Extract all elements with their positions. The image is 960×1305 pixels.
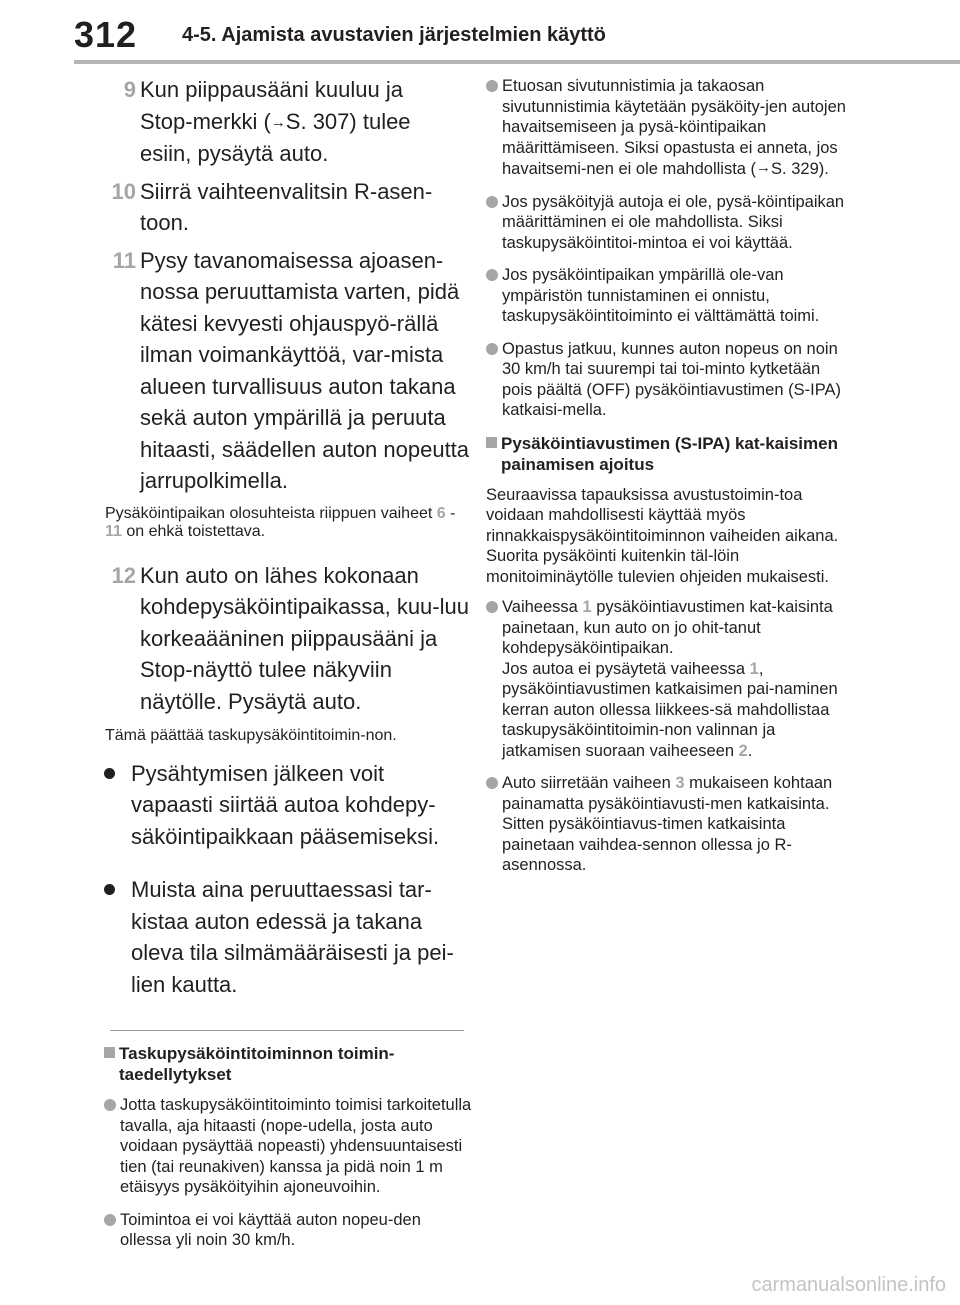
step-text: Pysy tavanomaisessa ajoasen-nossa peruuttamista varten, pidä kätesi kevyesti ohjauspyö-rällä ilman voimankäyttöä, var-mista alueen turvallisuus auton takana sekä auton ympärillä ja peruuta hitaasti, säädellen auton nopeutta jarrupolkimella. bbox=[140, 247, 470, 493]
bullet-circle-icon bbox=[486, 343, 498, 355]
step-text: Siirrä vaihteenvalitsin R-asen-toon. bbox=[140, 178, 433, 235]
bullet-dot-icon bbox=[104, 884, 115, 895]
step-text: Kun piippausääni kuuluu ja Stop-merkki (→S. 307) tulee esiin, pysäytä auto. bbox=[140, 77, 411, 166]
header-rule bbox=[74, 60, 960, 64]
step-number: 11 bbox=[112, 247, 136, 273]
left-column bbox=[105, 68, 472, 1263]
list-item: Vaiheessa 1 pysäköintiavustimen kat-kaisinta painetaan, kun auto on jo ohit-tanut kohdepysäköintipaikan. Jos autoa ei pysäytetä vaiheessa 1, pysäköintiavustimen katkaisimen pai-naminen kerran auton ollessa liikkees-sä mahdollistaa taskupysäköintitoimin-non valinnan ja jatkamisen suoraan vaiheeseen 2. bbox=[486, 597, 846, 761]
page-header bbox=[0, 0, 960, 64]
step-10 bbox=[112, 176, 472, 239]
section-heading: Taskupysäköintitoiminnon toimin-taedellytykset bbox=[104, 1043, 472, 1085]
section-heading: Pysäköintiavustimen (S-IPA) kat-kaisimen painamisen ajoitus bbox=[486, 433, 846, 475]
chapter-title: 4-5. Ajamista avustavien järjestelmien käyttö bbox=[182, 24, 606, 46]
list-item: Jos pysäköintipaikan ympärillä ole-van ympäristön tunnistaminen ei onnistu, taskupysäköintitoiminto ei välttämättä toimi. bbox=[486, 265, 846, 327]
step-12 bbox=[112, 560, 472, 718]
list-item: Muista aina peruuttaessasi tar-kistaa auton edessä ja takana oleva tila silmämääräisesti ja pei-lien kautta. bbox=[104, 874, 472, 1000]
bullet-circle-icon bbox=[486, 601, 498, 613]
section-square-icon bbox=[104, 1047, 115, 1058]
step-reference: 2 bbox=[738, 741, 748, 760]
section-square-icon bbox=[486, 437, 497, 448]
bullet-circle-icon bbox=[486, 80, 498, 92]
list-item: Etuosan sivutunnistimia ja takaosan sivutunnistimia käytetään pysäköity-jen autojen havaitsemiseen ja pysä-köintipaikan määrittämiseen. Siksi opastusta ei anneta, jos havaitsemi-nen ei ole mahdollista (→S. 329). bbox=[486, 76, 846, 180]
list-item: Jotta taskupysäköintitoiminto toimisi tarkoitetulla tavalla, aja hitaasti (nope-udella, josta auto voidaan pysäyttää nopeasti) yhdensuuntaisesti tien (tai reunakiven) kanssa ja pidä noin 1 m etäisyys pysäköityihin ajoneuvoihin. bbox=[104, 1095, 472, 1198]
bullet-circle-icon bbox=[486, 777, 498, 789]
bullet-circle-icon bbox=[486, 269, 498, 281]
bullet-circle-icon bbox=[104, 1214, 116, 1226]
step-reference: 6 bbox=[436, 504, 446, 522]
list-item: Toimintoa ei voi käyttää auton nopeu-den ollessa yli noin 30 km/h. bbox=[104, 1210, 472, 1251]
step-9 bbox=[112, 74, 472, 170]
step-reference: 3 bbox=[675, 774, 685, 792]
right-column bbox=[486, 68, 846, 888]
step-number: 10 bbox=[111, 178, 136, 204]
step-text: Kun auto on lähes kokonaan kohdepysäköintipaikassa, kuu-luu korkeaääninen piippausääni ja Stop-näyttö tulee näkyviin näytölle. Pysäytä auto. bbox=[140, 562, 469, 714]
step-reference: 1 bbox=[582, 598, 592, 616]
page-number: 312 bbox=[74, 14, 138, 55]
step-number: 12 bbox=[111, 562, 136, 588]
step-reference: 1 bbox=[749, 659, 759, 678]
section-divider bbox=[110, 1030, 464, 1031]
reference-arrow-icon: → bbox=[756, 159, 772, 176]
step-11 bbox=[112, 245, 472, 497]
reference-arrow-icon: → bbox=[270, 113, 286, 131]
bullet-dot-icon bbox=[104, 768, 115, 779]
list-item: Auto siirretään vaiheen 3 mukaiseen kohtaan painamatta pysäköintiavusti-men katkaisinta. Sitten pysäköintiavus-timen katkaisinta painetaan vaihdea-sennon ollessa jo R-asennossa. bbox=[486, 773, 846, 876]
bullet-circle-icon bbox=[104, 1099, 116, 1111]
repeat-steps-note: Pysäköintipaikan olosuhteista riippuen vaiheet 6 - 11 on ehkä toistettava. bbox=[105, 504, 456, 540]
step-number: 9 bbox=[123, 77, 136, 102]
step-reference: 11 bbox=[105, 523, 122, 540]
bullet-circle-icon bbox=[486, 196, 498, 208]
list-item: Opastus jatkuu, kunnes auton nopeus on noin 30 km/h tai suurempi tai toi-minto kytketään pois päältä (OFF) pysäköintiavustimen (S-IPA) katkaisi-mella. bbox=[486, 339, 846, 421]
section-paragraph: Seuraavissa tapauksissa avustustoimin-toa voidaan mahdollisesti käyttää myös rinnakkaispysäköintitoiminnon vaiheiden aikana. Suorita pysäköinti kuitenkin täl-löin monitoiminäytölle tulevien ohjeiden mukaisesti. bbox=[486, 485, 839, 586]
watermark: carmanualsonline.info bbox=[751, 1274, 946, 1296]
list-item: Jos pysäköityjä autoja ei ole, pysä-köintipaikan määrittäminen ei ole mahdollista. Siksi taskupysäköintitoi-mintoa ei voi käyttää. bbox=[486, 192, 846, 254]
end-note: Tämä päättää taskupysäköintitoimin-non. bbox=[105, 727, 397, 744]
list-item: Pysähtymisen jälkeen voit vapaasti siirtää autoa kohdepy-säköintipaikkaan pääsemiseksi. bbox=[104, 758, 472, 853]
